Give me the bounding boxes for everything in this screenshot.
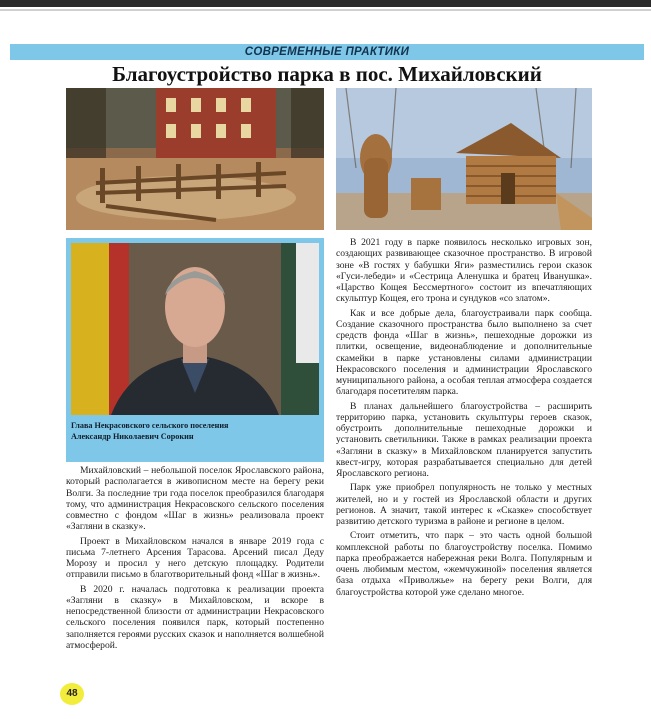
left-paragraph-1: Михайловский – небольшой поселок Ярославского района, который располагается в живописном месте на берегу реки Волги. За последние три года поселок преобразился благодаря тому, что администрация Некрасовского сельского поселения совместно с фондом «Шаг в жизнь» реализовала проект «Загляни в сказку». — [66, 465, 324, 533]
right-paragraph-2: Как и все добрые дела, благоустраивали парк сообща. Создание сказочного пространства было выполнено за счет средств фонда «Шаг в жизнь», пешеходные дорожки из плитки, освещение, видеонаблюдение и дополнительные скамейки в парке установлены силами администрации Некрасовского поселения и администрации Ярославского муниципального района, а особая теплая атмосфера создается благодаря посетителям парка. — [336, 307, 592, 398]
top-rule-thin — [0, 9, 651, 11]
portrait-illustration — [71, 243, 319, 415]
caption-line-1: Глава Некрасовского сельского поселения — [71, 421, 229, 430]
park-photo-left — [66, 88, 324, 230]
top-rule — [0, 0, 651, 7]
right-paragraph-4: Парк уже приобрел популярность не только у местных жителей, но и у гостей из Ярославской области и других регионов. А значит, такой интерес к «Сказке» способствует развитию детского туризма в районе и регионе в целом. — [336, 482, 592, 527]
left-paragraph-3: В 2020 г. началась подготовка к реализации проекта «Загляни в сказку» в Михайловском, и вскоре в непосредственной близости от администрации Некрасовского сельского поселения появился парк, который постепенно заполняется героями русских сказок и наполняется волшебной атмосферой. — [66, 583, 324, 651]
wooden-sculptures-illustration — [336, 88, 592, 230]
caption-line-2: Александр Николаевич Сорокин — [71, 432, 194, 441]
left-paragraph-2: Проект в Михайловском начался в январе 2019 года с письма 7-летнего Арсения Тарасова. Арсений писал Деду Морозу и просил у него детскую площадку. Родители отправили письмо в благотворительный фонд «Шаг в жизнь». — [66, 535, 324, 581]
portrait-photo — [71, 243, 319, 415]
park-fence-illustration — [66, 88, 324, 230]
right-paragraph-5: Стоит отметить, что парк – это часть одной большой комплексной работы по благоустройству поселка. Помимо парка преображается набережная реки Волга. Популярным и очень любимым местом, «жемчужиной» поселения является база отдыха «Приволжье» на берегу реки Волги, для благоустройства которой уже сделано многое. — [336, 530, 592, 598]
page-number: 48 — [66, 688, 78, 699]
left-text-column — [66, 465, 324, 654]
right-paragraph-3: В планах дальнейшего благоустройства – расширить территорию парка, установить скульптуры героев сказок, обустроить дополнительные пешеходные дорожки и установить светильники. Также в рамках реализации проекта «Загляни в сказку» в Михайловском планируется запустить квест-игру, которая разрабатывается специально для детей Ярославского региона. — [336, 400, 592, 479]
portrait-caption — [71, 420, 321, 442]
section-label: СОВРЕМЕННЫЕ ПРАКТИКИ — [244, 46, 410, 58]
article-title: Благоустройство парка в пос. Михайловский — [112, 62, 542, 86]
right-paragraph-1: В 2021 году в парке появилось несколько игровых зон, создающих развивающее сказочное пространство. В игровой зоне «В гостях у бабушки Яги» разместились герои сказок «Гуси-лебеди» и «Сестрица Аленушка и братец Иванушка». «Царство Кощея Бессмертного» состоит из впечатляющих скульптур Кощея, его трона и сундуков «со златом». — [336, 237, 592, 305]
park-photo-right — [336, 88, 592, 230]
right-text-column — [336, 237, 592, 601]
